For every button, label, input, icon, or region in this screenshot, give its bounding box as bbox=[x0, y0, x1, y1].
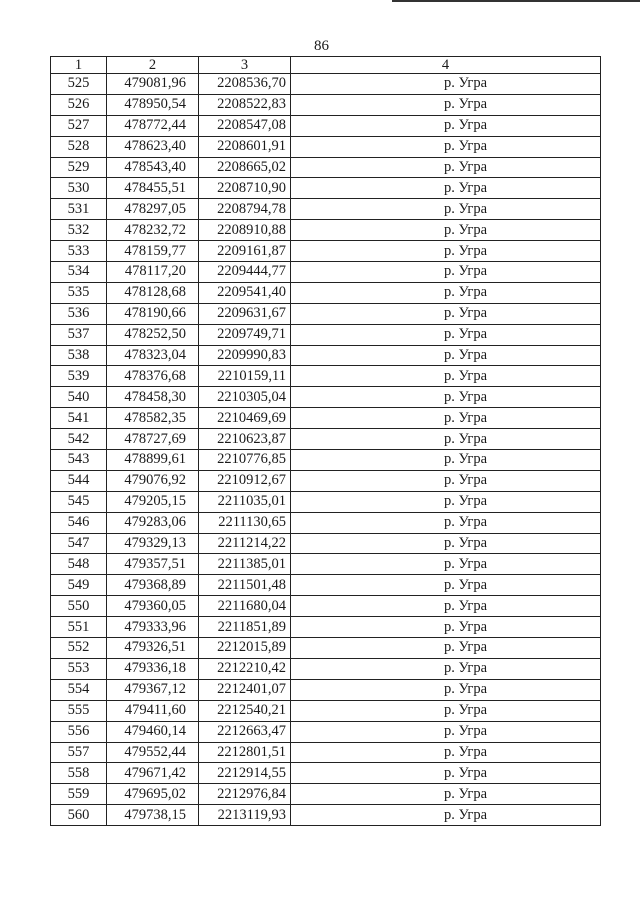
y-coordinate-cell: 2208710,90 bbox=[199, 178, 291, 199]
x-coordinate-cell: 478582,35 bbox=[107, 408, 199, 429]
table-row bbox=[51, 324, 601, 345]
location-cell: р. Угра bbox=[291, 596, 601, 617]
y-coordinate-cell: 2210159,11 bbox=[199, 366, 291, 387]
y-coordinate-cell: 2209541,40 bbox=[199, 282, 291, 303]
x-coordinate-cell: 478727,69 bbox=[107, 429, 199, 450]
x-coordinate-cell: 478772,44 bbox=[107, 115, 199, 136]
table-row bbox=[51, 408, 601, 429]
y-coordinate-cell: 2208665,02 bbox=[199, 157, 291, 178]
y-coordinate-cell: 2212015,89 bbox=[199, 638, 291, 659]
x-coordinate-cell: 478159,77 bbox=[107, 241, 199, 262]
table-row bbox=[51, 679, 601, 700]
location-cell: р. Угра bbox=[291, 742, 601, 763]
table-row bbox=[51, 366, 601, 387]
table-row bbox=[51, 115, 601, 136]
y-coordinate-cell: 2209631,67 bbox=[199, 303, 291, 324]
location-cell: р. Угра bbox=[291, 199, 601, 220]
table-row bbox=[51, 220, 601, 241]
x-coordinate-cell: 478899,61 bbox=[107, 450, 199, 471]
point-number-cell: 528 bbox=[51, 136, 107, 157]
coordinates-table bbox=[50, 56, 601, 826]
x-coordinate-cell: 478190,66 bbox=[107, 303, 199, 324]
location-cell: р. Угра bbox=[291, 784, 601, 805]
point-number-cell: 525 bbox=[51, 74, 107, 95]
table-row bbox=[51, 658, 601, 679]
location-cell: р. Угра bbox=[291, 262, 601, 283]
y-coordinate-cell: 2211385,01 bbox=[199, 554, 291, 575]
table-row bbox=[51, 700, 601, 721]
header-col-4: 4 bbox=[291, 57, 601, 74]
table-row bbox=[51, 429, 601, 450]
point-number-cell: 553 bbox=[51, 658, 107, 679]
location-cell: р. Угра bbox=[291, 763, 601, 784]
y-coordinate-cell: 2211035,01 bbox=[199, 491, 291, 512]
y-coordinate-cell: 2209161,87 bbox=[199, 241, 291, 262]
table-body bbox=[51, 74, 601, 826]
location-cell: р. Угра bbox=[291, 387, 601, 408]
point-number-cell: 547 bbox=[51, 533, 107, 554]
x-coordinate-cell: 478232,72 bbox=[107, 220, 199, 241]
y-coordinate-cell: 2212663,47 bbox=[199, 721, 291, 742]
y-coordinate-cell: 2208522,83 bbox=[199, 94, 291, 115]
y-coordinate-cell: 2208601,91 bbox=[199, 136, 291, 157]
table-row bbox=[51, 596, 601, 617]
table-row bbox=[51, 94, 601, 115]
point-number-cell: 543 bbox=[51, 450, 107, 471]
location-cell: р. Угра bbox=[291, 658, 601, 679]
location-cell: р. Угра bbox=[291, 241, 601, 262]
table-row bbox=[51, 721, 601, 742]
point-number-cell: 529 bbox=[51, 157, 107, 178]
point-number-cell: 552 bbox=[51, 638, 107, 659]
location-cell: р. Угра bbox=[291, 450, 601, 471]
location-cell: р. Угра bbox=[291, 617, 601, 638]
location-cell: р. Угра bbox=[291, 303, 601, 324]
y-coordinate-cell: 2211501,48 bbox=[199, 575, 291, 596]
location-cell: р. Угра bbox=[291, 805, 601, 826]
x-coordinate-cell: 478623,40 bbox=[107, 136, 199, 157]
location-cell: р. Угра bbox=[291, 638, 601, 659]
y-coordinate-cell: 2208910,88 bbox=[199, 220, 291, 241]
y-coordinate-cell: 2212210,42 bbox=[199, 658, 291, 679]
location-cell: р. Угра bbox=[291, 533, 601, 554]
x-coordinate-cell: 478950,54 bbox=[107, 94, 199, 115]
table-row bbox=[51, 742, 601, 763]
table-row bbox=[51, 763, 601, 784]
page-number: 86 bbox=[314, 38, 329, 54]
point-number-cell: 530 bbox=[51, 178, 107, 199]
point-number-cell: 554 bbox=[51, 679, 107, 700]
y-coordinate-cell: 2210912,67 bbox=[199, 470, 291, 491]
point-number-cell: 558 bbox=[51, 763, 107, 784]
x-coordinate-cell: 478128,68 bbox=[107, 282, 199, 303]
x-coordinate-cell: 479738,15 bbox=[107, 805, 199, 826]
table-row bbox=[51, 178, 601, 199]
location-cell: р. Угра bbox=[291, 220, 601, 241]
table-row bbox=[51, 784, 601, 805]
x-coordinate-cell: 478297,05 bbox=[107, 199, 199, 220]
point-number-cell: 559 bbox=[51, 784, 107, 805]
location-cell: р. Угра bbox=[291, 700, 601, 721]
table-row bbox=[51, 554, 601, 575]
x-coordinate-cell: 478323,04 bbox=[107, 345, 199, 366]
location-cell: р. Угра bbox=[291, 470, 601, 491]
location-cell: р. Угра bbox=[291, 554, 601, 575]
y-coordinate-cell: 2208536,70 bbox=[199, 74, 291, 95]
location-cell: р. Угра bbox=[291, 408, 601, 429]
y-coordinate-cell: 2209990,83 bbox=[199, 345, 291, 366]
table-row bbox=[51, 387, 601, 408]
point-number-cell: 538 bbox=[51, 345, 107, 366]
x-coordinate-cell: 479671,42 bbox=[107, 763, 199, 784]
x-coordinate-cell: 478376,68 bbox=[107, 366, 199, 387]
y-coordinate-cell: 2209749,71 bbox=[199, 324, 291, 345]
location-cell: р. Угра bbox=[291, 679, 601, 700]
x-coordinate-cell: 479326,51 bbox=[107, 638, 199, 659]
table-row bbox=[51, 491, 601, 512]
x-coordinate-cell: 479329,13 bbox=[107, 533, 199, 554]
point-number-cell: 537 bbox=[51, 324, 107, 345]
point-number-cell: 549 bbox=[51, 575, 107, 596]
y-coordinate-cell: 2210776,85 bbox=[199, 450, 291, 471]
y-coordinate-cell: 2211851,89 bbox=[199, 617, 291, 638]
location-cell: р. Угра bbox=[291, 491, 601, 512]
location-cell: р. Угра bbox=[291, 74, 601, 95]
table-row bbox=[51, 262, 601, 283]
location-cell: р. Угра bbox=[291, 345, 601, 366]
top-rule bbox=[392, 0, 640, 2]
table-row bbox=[51, 157, 601, 178]
table-row bbox=[51, 282, 601, 303]
y-coordinate-cell: 2208794,78 bbox=[199, 199, 291, 220]
y-coordinate-cell: 2212976,84 bbox=[199, 784, 291, 805]
point-number-cell: 532 bbox=[51, 220, 107, 241]
x-coordinate-cell: 478543,40 bbox=[107, 157, 199, 178]
x-coordinate-cell: 479460,14 bbox=[107, 721, 199, 742]
point-number-cell: 526 bbox=[51, 94, 107, 115]
y-coordinate-cell: 2212401,07 bbox=[199, 679, 291, 700]
table-row bbox=[51, 241, 601, 262]
x-coordinate-cell: 478117,20 bbox=[107, 262, 199, 283]
table-row bbox=[51, 74, 601, 95]
x-coordinate-cell: 479336,18 bbox=[107, 658, 199, 679]
point-number-cell: 534 bbox=[51, 262, 107, 283]
location-cell: р. Угра bbox=[291, 324, 601, 345]
x-coordinate-cell: 479360,05 bbox=[107, 596, 199, 617]
y-coordinate-cell: 2210469,69 bbox=[199, 408, 291, 429]
point-number-cell: 551 bbox=[51, 617, 107, 638]
table-row bbox=[51, 450, 601, 471]
point-number-cell: 542 bbox=[51, 429, 107, 450]
location-cell: р. Угра bbox=[291, 366, 601, 387]
y-coordinate-cell: 2212540,21 bbox=[199, 700, 291, 721]
point-number-cell: 539 bbox=[51, 366, 107, 387]
location-cell: р. Угра bbox=[291, 94, 601, 115]
header-col-1: 1 bbox=[51, 57, 107, 74]
point-number-cell: 550 bbox=[51, 596, 107, 617]
x-coordinate-cell: 479081,96 bbox=[107, 74, 199, 95]
x-coordinate-cell: 479205,15 bbox=[107, 491, 199, 512]
y-coordinate-cell: 2212914,55 bbox=[199, 763, 291, 784]
point-number-cell: 541 bbox=[51, 408, 107, 429]
table-header-row bbox=[51, 57, 601, 74]
point-number-cell: 544 bbox=[51, 470, 107, 491]
y-coordinate-cell: 2211130,65 bbox=[199, 512, 291, 533]
header-col-2: 2 bbox=[107, 57, 199, 74]
table-row bbox=[51, 512, 601, 533]
point-number-cell: 531 bbox=[51, 199, 107, 220]
x-coordinate-cell: 479283,06 bbox=[107, 512, 199, 533]
y-coordinate-cell: 2208547,08 bbox=[199, 115, 291, 136]
location-cell: р. Угра bbox=[291, 136, 601, 157]
x-coordinate-cell: 479552,44 bbox=[107, 742, 199, 763]
location-cell: р. Угра bbox=[291, 429, 601, 450]
table-row bbox=[51, 199, 601, 220]
location-cell: р. Угра bbox=[291, 157, 601, 178]
location-cell: р. Угра bbox=[291, 575, 601, 596]
x-coordinate-cell: 479367,12 bbox=[107, 679, 199, 700]
x-coordinate-cell: 479076,92 bbox=[107, 470, 199, 491]
y-coordinate-cell: 2213119,93 bbox=[199, 805, 291, 826]
point-number-cell: 546 bbox=[51, 512, 107, 533]
point-number-cell: 560 bbox=[51, 805, 107, 826]
table-row bbox=[51, 805, 601, 826]
x-coordinate-cell: 479357,51 bbox=[107, 554, 199, 575]
x-coordinate-cell: 479333,96 bbox=[107, 617, 199, 638]
point-number-cell: 545 bbox=[51, 491, 107, 512]
table-row bbox=[51, 303, 601, 324]
y-coordinate-cell: 2209444,77 bbox=[199, 262, 291, 283]
x-coordinate-cell: 478252,50 bbox=[107, 324, 199, 345]
y-coordinate-cell: 2211214,22 bbox=[199, 533, 291, 554]
location-cell: р. Угра bbox=[291, 282, 601, 303]
point-number-cell: 533 bbox=[51, 241, 107, 262]
point-number-cell: 536 bbox=[51, 303, 107, 324]
table-row bbox=[51, 345, 601, 366]
point-number-cell: 535 bbox=[51, 282, 107, 303]
x-coordinate-cell: 479411,60 bbox=[107, 700, 199, 721]
x-coordinate-cell: 478458,30 bbox=[107, 387, 199, 408]
y-coordinate-cell: 2210305,04 bbox=[199, 387, 291, 408]
table-row bbox=[51, 136, 601, 157]
table-row bbox=[51, 638, 601, 659]
location-cell: р. Угра bbox=[291, 178, 601, 199]
point-number-cell: 556 bbox=[51, 721, 107, 742]
location-cell: р. Угра bbox=[291, 115, 601, 136]
table-row bbox=[51, 470, 601, 491]
x-coordinate-cell: 479368,89 bbox=[107, 575, 199, 596]
table-row bbox=[51, 533, 601, 554]
point-number-cell: 540 bbox=[51, 387, 107, 408]
y-coordinate-cell: 2210623,87 bbox=[199, 429, 291, 450]
location-cell: р. Угра bbox=[291, 512, 601, 533]
header-col-3: 3 bbox=[199, 57, 291, 74]
x-coordinate-cell: 478455,51 bbox=[107, 178, 199, 199]
y-coordinate-cell: 2211680,04 bbox=[199, 596, 291, 617]
location-cell: р. Угра bbox=[291, 721, 601, 742]
y-coordinate-cell: 2212801,51 bbox=[199, 742, 291, 763]
table-row bbox=[51, 617, 601, 638]
point-number-cell: 548 bbox=[51, 554, 107, 575]
table-row bbox=[51, 575, 601, 596]
x-coordinate-cell: 479695,02 bbox=[107, 784, 199, 805]
point-number-cell: 555 bbox=[51, 700, 107, 721]
point-number-cell: 527 bbox=[51, 115, 107, 136]
point-number-cell: 557 bbox=[51, 742, 107, 763]
